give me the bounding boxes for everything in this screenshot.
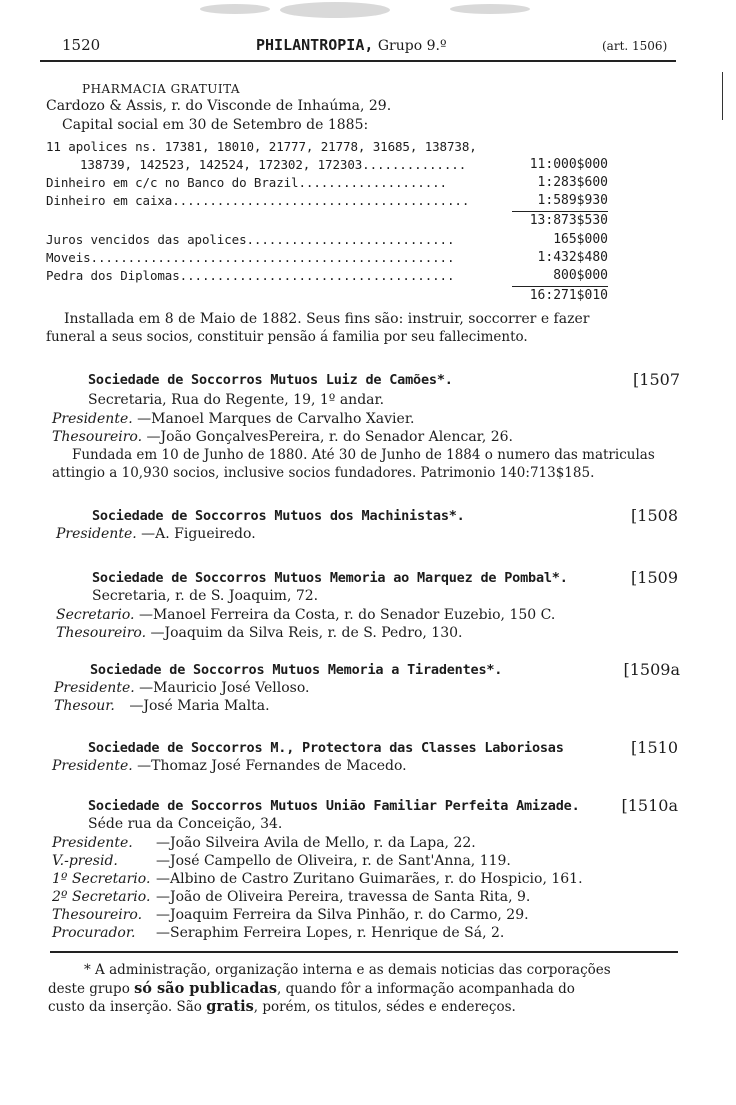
- ledger-text: 138739, 142523, 142524, 172302, 172303..............: [80, 157, 467, 172]
- entry-officer: [54, 698, 270, 714]
- entry-title: Sociedade de Soccorros Mutuos Memoria ao Marquez de Pombal*.: [92, 570, 568, 586]
- ledger-text: Juros vencidos das apolices............................: [46, 232, 455, 247]
- officer-name: —Mauricio José Velloso.: [139, 680, 310, 696]
- ledger-amount: 11:000$000: [529, 157, 608, 172]
- entry-number: [1508: [631, 506, 678, 525]
- pharmacia-address: Cardozo & Assis, r. do Visconde de Inhaúma, 29.: [46, 98, 392, 114]
- ledger-amount: 1:589$930: [537, 193, 608, 208]
- article-ref: (art. 1506): [602, 39, 668, 53]
- pharmacia-heading: PHARMACIA GRATUITA: [82, 82, 241, 96]
- footnote-line: [48, 998, 516, 1015]
- subtotal-rule: [512, 211, 608, 212]
- officer-name: —Manoel Marques de Carvalho Xavier.: [137, 411, 415, 427]
- officer-name: —João Silveira Avila de Mello, r. da Lapa, 22.: [156, 835, 476, 851]
- officer-role: Thesoureiro.: [56, 625, 147, 641]
- ledger-text: 11 apolices ns. 17381, 18010, 21777, 21778, 31685, 138738,: [46, 139, 477, 154]
- entry-officer: [56, 625, 462, 641]
- entry-title: Sociedade de Soccorros Mutuos União Familiar Perfeita Amizade.: [88, 798, 580, 814]
- officer-role: Presidente.: [52, 835, 133, 851]
- entry-title: Sociedade de Soccorros Mutuos dos Machinistas*.: [92, 508, 465, 524]
- entry-history: attingio a 10,930 socios, inclusive socios fundadores. Patrimonio 140:713$185.: [52, 465, 595, 481]
- entry-title: Sociedade de Soccorros Mutuos Luiz de Camões*.: [88, 372, 453, 388]
- entry-number: [1510a: [621, 796, 678, 815]
- ledger-amount: 1:283$600: [537, 175, 608, 190]
- entry-officer: [52, 758, 407, 774]
- ledger-total: 16:271$010: [529, 288, 608, 303]
- footnote-text: custo da inserção. São: [48, 999, 207, 1015]
- ledger-amount: 1:432$480: [537, 250, 608, 265]
- officer-name: —João GonçalvesPereira, r. do Senador Alencar, 26.: [146, 429, 513, 445]
- entry-officer: [52, 907, 529, 923]
- entry-officer: [52, 889, 530, 905]
- entry-address: Secretaria, Rua do Regente, 19, 1º andar.: [88, 392, 385, 408]
- officer-role: 2º Secretario.: [52, 889, 151, 905]
- ledger-text: Dinheiro em caixa........................................: [46, 193, 470, 208]
- page-number: 1520: [62, 36, 101, 54]
- officer-name: —João de Oliveira Pereira, travessa de Santa Rita, 9.: [156, 889, 531, 905]
- header-rule: [40, 60, 676, 62]
- running-title-group: Grupo 9.º: [377, 38, 447, 54]
- officer-name: —Manoel Ferreira da Costa, r. do Senador Euzebio, 150 C.: [138, 607, 556, 623]
- entry-officer: [52, 853, 511, 869]
- footnote-text: deste grupo: [48, 981, 135, 997]
- ink-smudge: [200, 4, 270, 14]
- entry-officer: [52, 925, 504, 941]
- entry-officer: [54, 680, 309, 696]
- officer-name: —Thomaz José Fernandes de Macedo.: [137, 758, 407, 774]
- entry-number: [1507: [633, 370, 680, 389]
- entry-officer: [52, 871, 583, 887]
- footnote-text: , quando fôr a informação acompanhada do: [277, 981, 575, 997]
- officer-role: Thesour.: [54, 698, 115, 714]
- entry-officer: [52, 411, 414, 427]
- officer-role: Thesoureiro.: [52, 429, 143, 445]
- ledger-amount: 800$000: [553, 268, 608, 283]
- entry-history: Fundada em 10 de Junho de 1880. Até 30 de Junho de 1884 o numero das matriculas: [72, 447, 655, 463]
- entry-address: Séde rua da Conceição, 34.: [88, 816, 283, 832]
- entry-officer: [52, 429, 513, 445]
- ledger-text: Moveis.................................................: [46, 250, 455, 265]
- pharmacia-capital: Capital social em 30 de Setembro de 1885:: [62, 117, 369, 133]
- officer-name: —Albino de Castro Zuritano Guimarães, r. do Hospicio, 161.: [156, 871, 583, 887]
- margin-mark: [722, 72, 723, 120]
- ledger-text: Pedra dos Diplomas.....................................: [46, 268, 455, 283]
- running-title: [256, 36, 447, 54]
- officer-name: —José Maria Malta.: [129, 698, 270, 714]
- footnote-emphasis: gratis: [206, 998, 254, 1015]
- officer-role: Thesoureiro.: [52, 907, 143, 923]
- officer-name: —José Campello de Oliveira, r. de Sant'Anna, 119.: [156, 853, 511, 869]
- running-title-main: PHILANTROPIA,: [256, 36, 374, 54]
- ledger-amount: 165$000: [553, 232, 608, 247]
- officer-name: —Joaquim Ferreira da Silva Pinhão, r. do Carmo, 29.: [156, 907, 529, 923]
- pharmacia-note: Installada em 8 de Maio de 1882. Seus fins são: instruir, soccorrer e fazer: [64, 311, 590, 327]
- pharmacia-note: funeral a seus socios, constituir pensão á familia por seu fallecimento.: [46, 329, 528, 345]
- entry-number: [1509: [631, 568, 678, 587]
- footnote-rule: [50, 951, 678, 953]
- officer-role: Presidente.: [52, 758, 133, 774]
- footnote-line: * A administração, organização interna e as demais noticias das corporações: [84, 962, 611, 978]
- officer-role: V.-presid.: [52, 853, 118, 869]
- officer-role: 1º Secretario.: [52, 871, 151, 887]
- total-rule: [512, 286, 608, 287]
- officer-name: —Seraphim Ferreira Lopes, r. Henrique de Sá, 2.: [156, 925, 505, 941]
- entry-officer: [56, 526, 256, 542]
- officer-role: Presidente.: [52, 411, 133, 427]
- footnote-line: [48, 980, 575, 997]
- footnote-text: , porém, os titulos, sédes e endereços.: [253, 999, 516, 1015]
- footnote-emphasis: só são publicadas: [134, 980, 278, 997]
- ink-smudge: [280, 2, 390, 18]
- entry-address: Secretaria, r. de S. Joaquim, 72.: [92, 588, 319, 604]
- officer-role: Presidente.: [54, 680, 135, 696]
- entry-number: [1510: [631, 738, 678, 757]
- ink-smudge: [450, 4, 530, 14]
- entry-title: Sociedade de Soccorros Mutuos Memoria a Tiradentes*.: [90, 662, 503, 678]
- entry-title: Sociedade de Soccorros M., Protectora das Classes Laboriosas: [88, 740, 564, 756]
- ledger-subtotal: 13:873$530: [529, 213, 608, 228]
- entry-officer: [52, 835, 476, 851]
- officer-role: Procurador.: [52, 925, 136, 941]
- officer-name: —Joaquim da Silva Reis, r. de S. Pedro, 130.: [150, 625, 463, 641]
- entry-officer: [56, 607, 555, 623]
- officer-role: Presidente.: [56, 526, 137, 542]
- entry-number: [1509a: [623, 660, 680, 679]
- ledger-text: Dinheiro em c/c no Banco do Brazil....................: [46, 175, 447, 190]
- officer-name: —A. Figueiredo.: [141, 526, 256, 542]
- officer-role: Secretario.: [56, 607, 135, 623]
